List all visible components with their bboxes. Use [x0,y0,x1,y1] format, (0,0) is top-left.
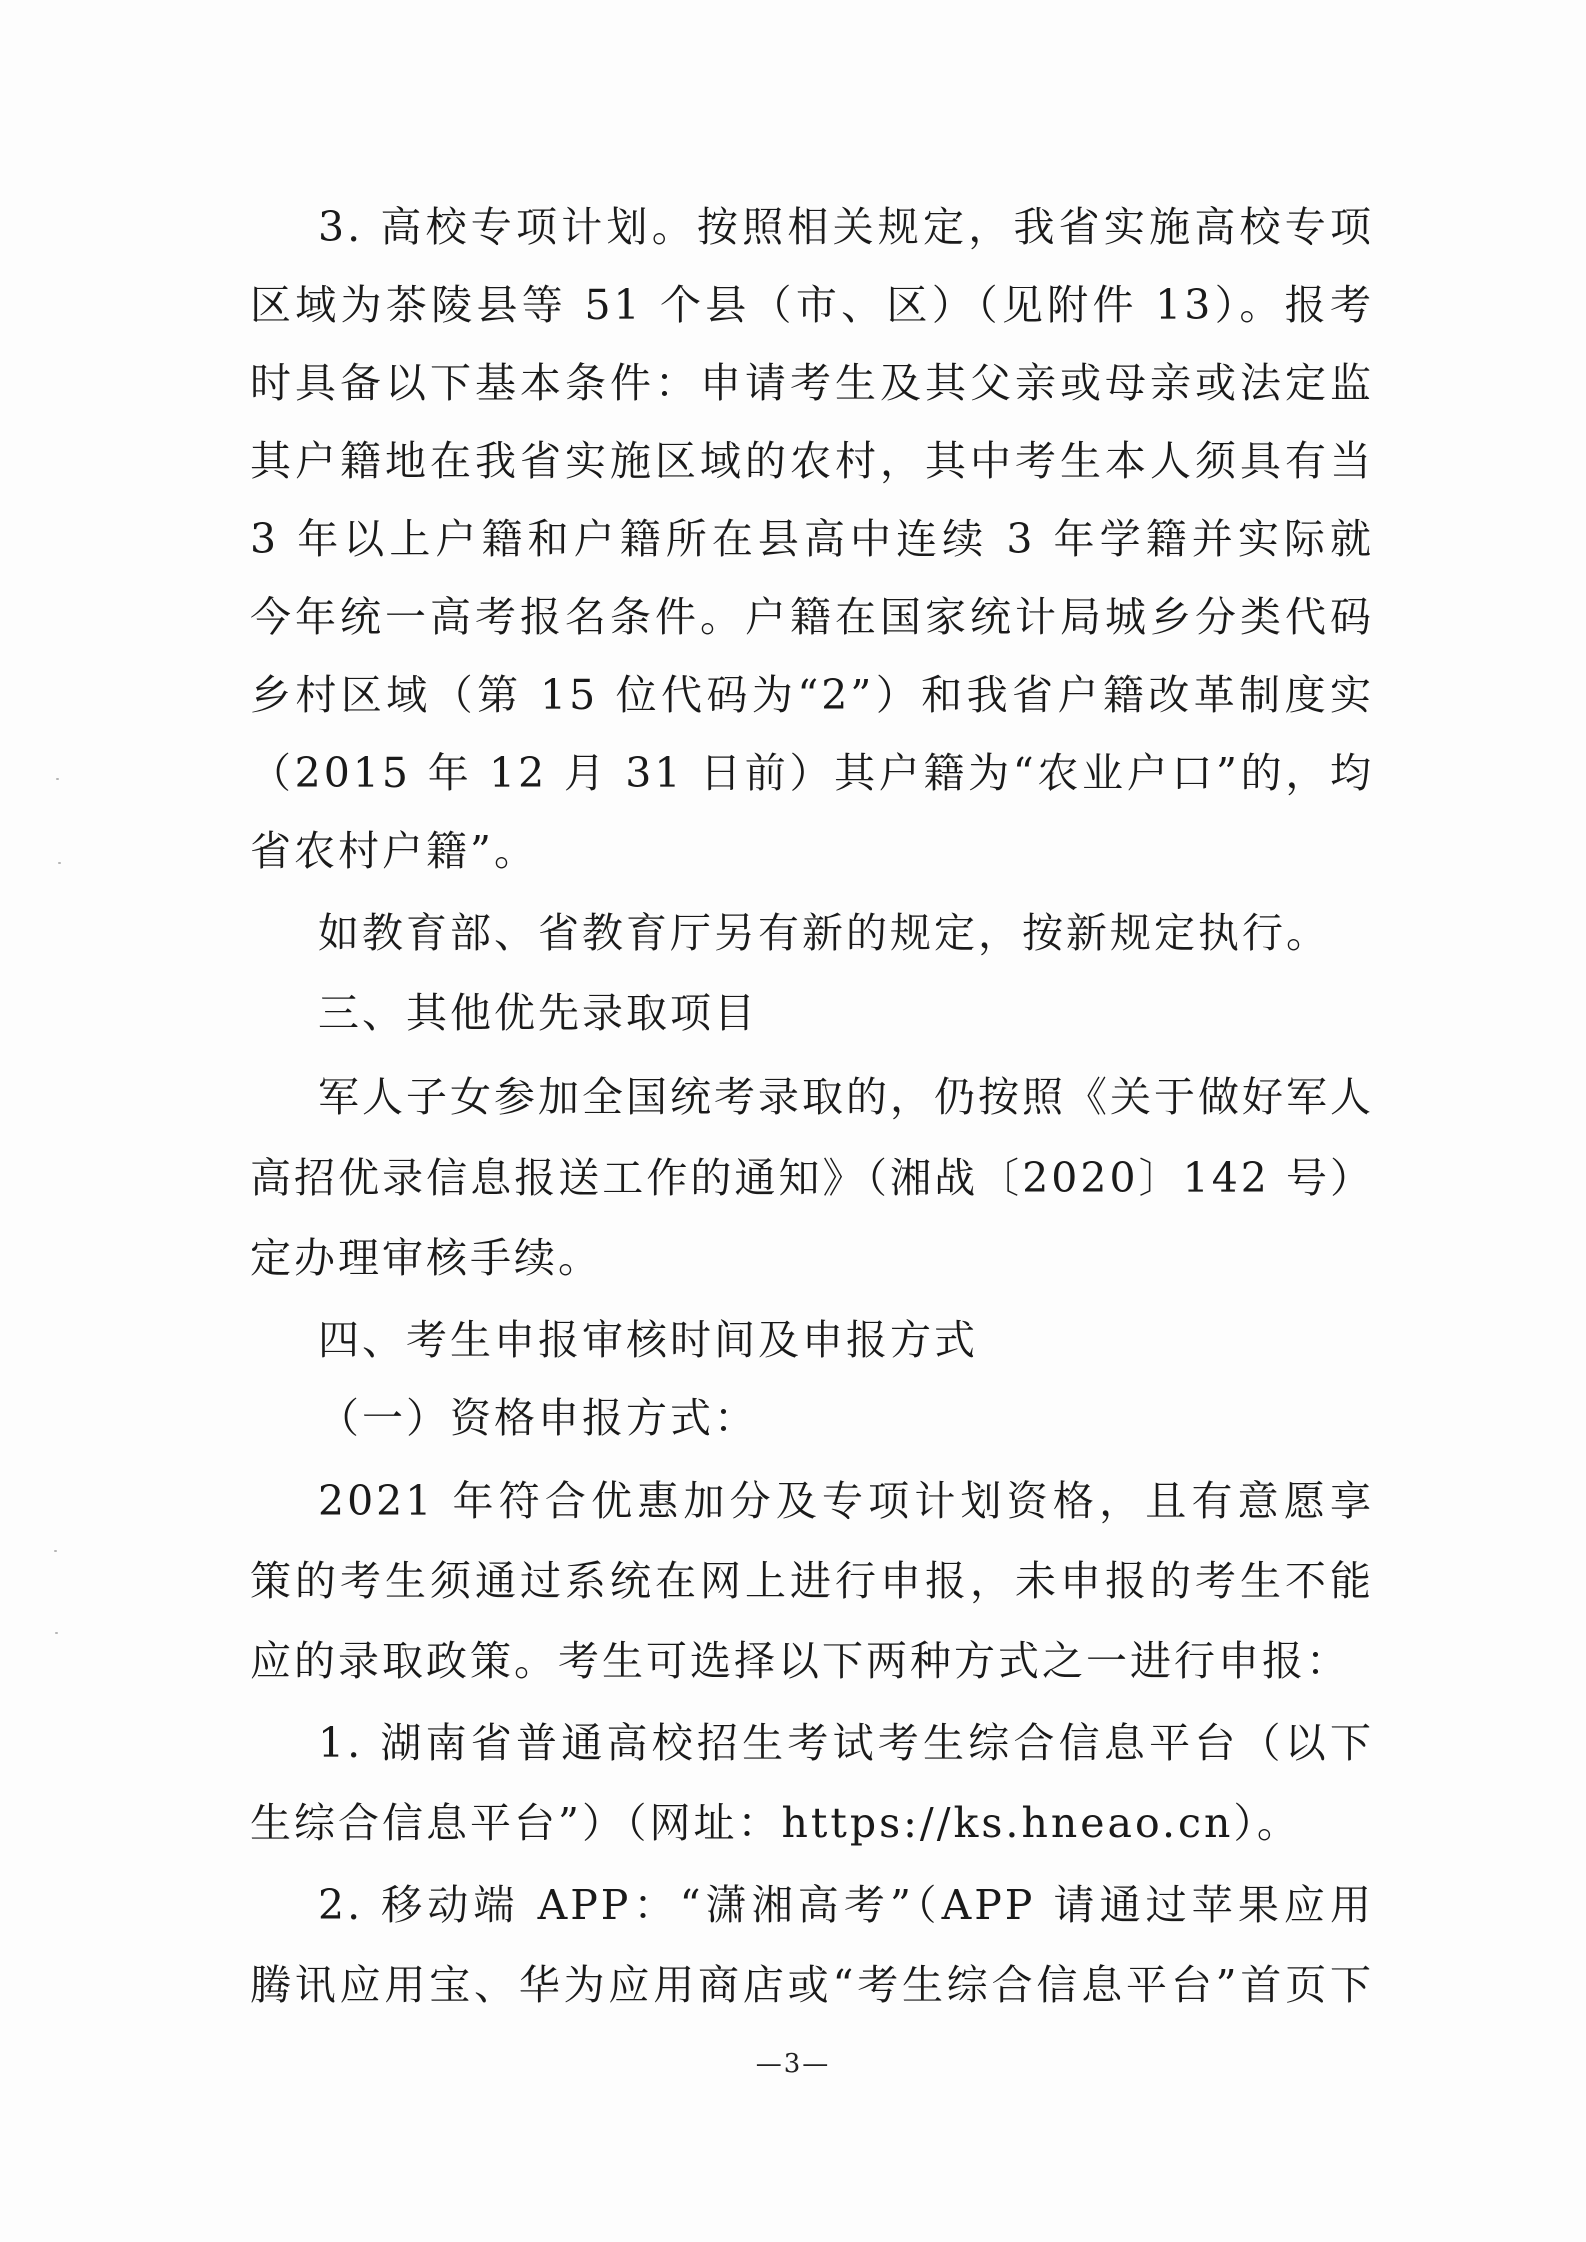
paragraph-line: 如教育部、省教育厅另有新的规定，按新规定执行。 [318,909,1330,957]
paragraph-line: 今年统一高考报名条件。户籍在国家统计局城乡分类代码 [250,593,1374,641]
paragraph-line: 腾讯应用宝、华为应用商店或“考生综合信息平台”首页下 [250,1961,1374,2009]
paragraph-line: 定办理审核手续。 [250,1234,602,1282]
scan-speck [55,1632,58,1634]
paragraph-line: 3 年以上户籍和户籍所在县高中连续 3 年学籍并实际就 [250,515,1374,563]
paragraph-line: 2. 移动端 APP：“潇湘高考”（APP 请通过苹果应用 [318,1881,1374,1929]
paragraph-line: 高招优录信息报送工作的通知》（湘战〔2020〕142 号） [250,1154,1374,1202]
page-number: —3— [755,2049,831,2079]
paragraph-line: 时具备以下基本条件：申请考生及其父亲或母亲或法定监 [250,359,1374,407]
paragraph-line: 省农村户籍”。 [250,827,538,875]
section-heading: 三、其他优先录取项目 [318,989,758,1037]
paragraph-line: 1. 湖南省普通高校招生考试考生综合信息平台（以下 [318,1719,1374,1767]
scan-speck [58,862,61,864]
paragraph-line: 军人子女参加全国统考录取的，仍按照《关于做好军人 [318,1073,1374,1121]
paragraph-line: 应的录取政策。考生可选择以下两种方式之一进行申报： [250,1637,1350,1685]
paragraph-line: （2015 年 12 月 31 日前）其户籍为“农业户口”的，均 [250,749,1374,797]
section-heading: 四、考生申报审核时间及申报方式 [318,1316,978,1364]
paragraph-line: 3. 高校专项计划。按照相关规定，我省实施高校专项 [318,203,1374,251]
scan-speck [56,778,59,780]
paragraph-line: 策的考生须通过系统在网上进行申报，未申报的考生不能 [250,1557,1374,1605]
scan-speck [54,1550,57,1552]
subsection-heading: （一）资格申报方式： [318,1394,758,1442]
paragraph-line: 生综合信息平台”）（网址：https://ks.hneao.cn）。 [250,1799,1301,1847]
paragraph-line: 其户籍地在我省实施区域的农村，其中考生本人须具有当 [250,437,1374,485]
paragraph-line: 2021 年符合优惠加分及专项计划资格，且有意愿享 [318,1477,1374,1525]
paragraph-line: 区域为茶陵县等 51 个县（市、区）（见附件 13）。报考 [250,281,1374,329]
paragraph-line: 乡村区域（第 15 位代码为“2”）和我省户籍改革制度实 [250,671,1374,719]
